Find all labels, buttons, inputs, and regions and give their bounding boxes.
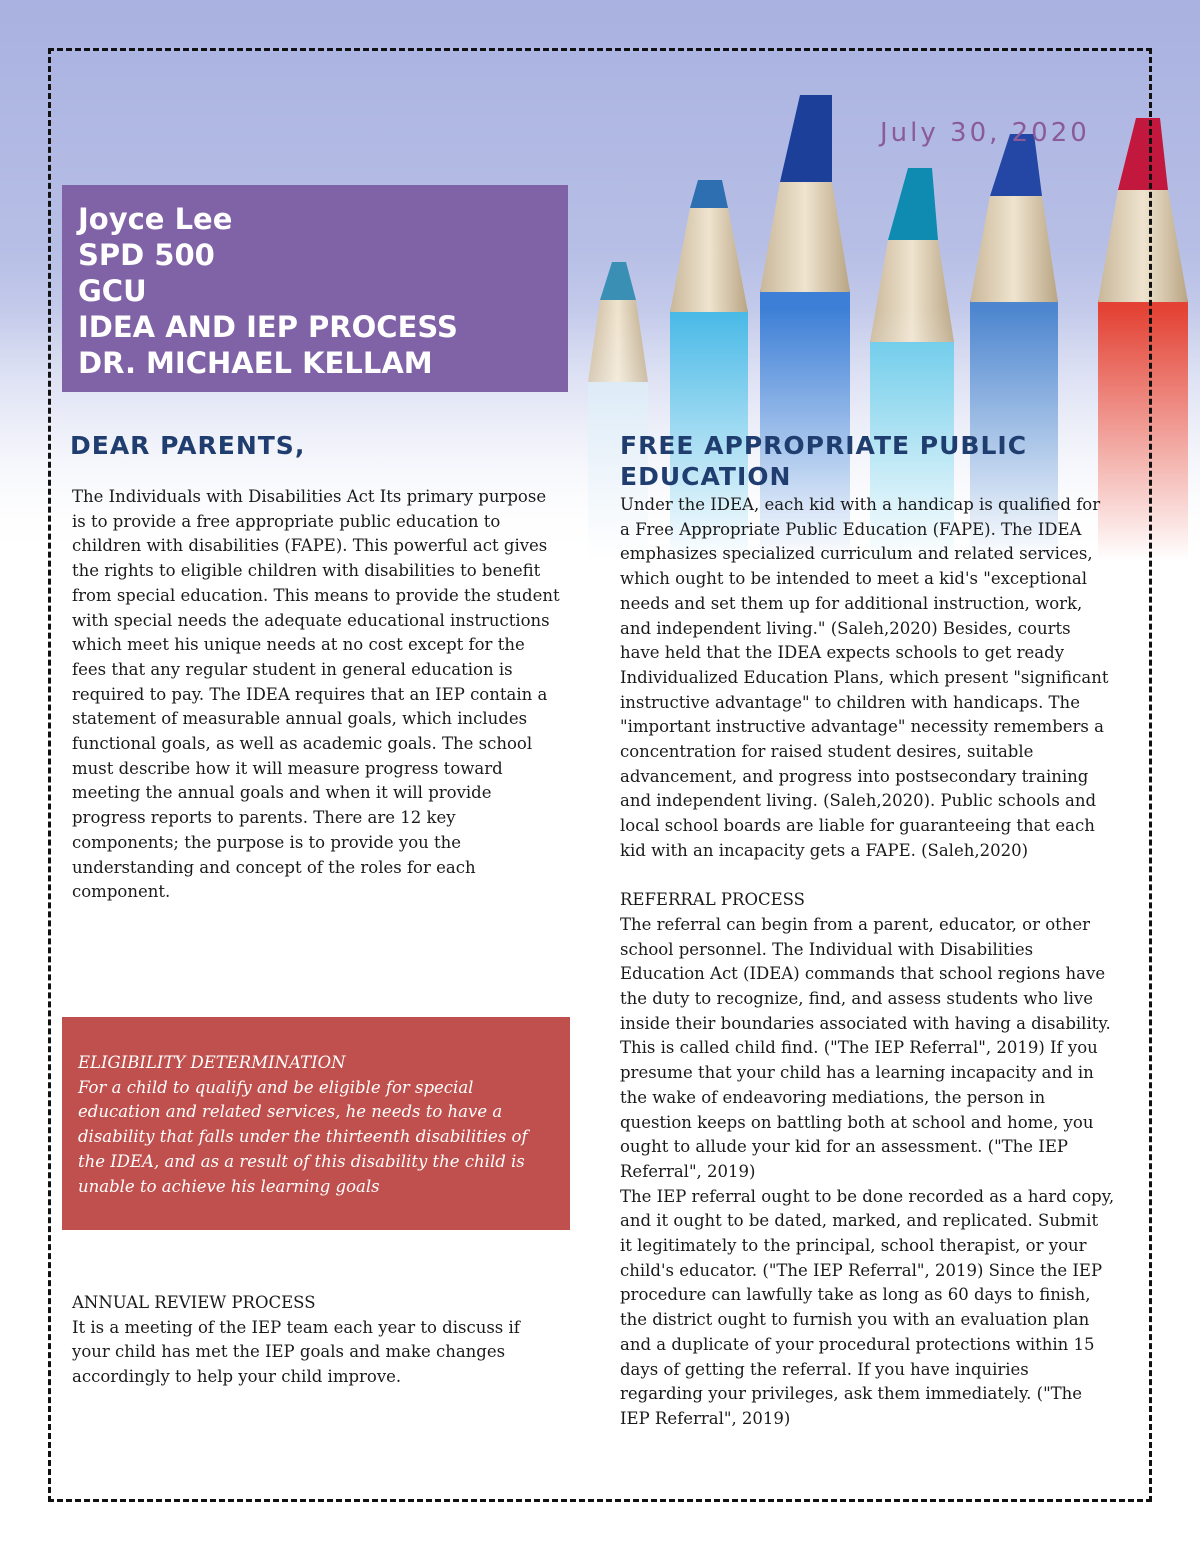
annual-review-section: [72, 1291, 562, 1390]
right-column: [620, 493, 1115, 1432]
author-name: Joyce Lee: [78, 202, 233, 236]
newsletter-date: July 30, 2020: [880, 118, 1090, 148]
course-code: SPD 500: [78, 238, 215, 272]
eligibility-heading: ELIGIBILITY DETERMINATION: [78, 1053, 346, 1072]
eligibility-paragraph: For a child to qualify and be eligible for special education and related services, he needs to have a disability that falls under the thirteenth disabilities of the IDEA, and as a result of this disability the child is unable to achieve his learning goals: [78, 1077, 528, 1196]
university: GCU: [78, 274, 147, 308]
topic-title: IDEA AND IEP PROCESS: [78, 310, 458, 344]
dear-parents-heading: DEAR PARENTS,: [70, 431, 306, 460]
referral-paragraph-2: The IEP referral ought to be done recorded as a hard copy, and it ought to be dated, marked, and replicated. Submit it legitimately to the principal, school therapist, or your child's educator. ("The IEP Referral", 2019) Since the IEP procedure can lawfully take as long as 60 days to finish, the district ought to furnish you with an evaluation plan and a duplicate of your procedural protections within 15 days of getting the referral. If you have inquiries regarding your privileges, ask them immediately. ("The IEP Referral", 2019): [620, 1186, 1115, 1428]
fape-paragraph: Under the IDEA, each kid with a handicap is qualified for a Free Appropriate Public Education (FAPE). The IDEA emphasizes specialized curriculum and related services, which ought to be intended to meet a kid's "exceptional needs and set them up for additional instruction, work, and independent living." (Saleh,2020) Besides, courts have held that the IDEA expects schools to get ready Individualized Education Plans, which present "significant instructive advantage" to children with handicaps. The "important instructive advantage" necessity remembers a concentration for raised student desires, suitable advancement, and progress into postsecondary training and independent living. (Saleh,2020). Public schools and local school boards are liable for guaranteeing that each kid with an incapacity gets a FAPE. (Saleh,2020): [620, 495, 1109, 860]
annual-review-heading: ANNUAL REVIEW PROCESS: [72, 1293, 316, 1312]
annual-review-paragraph: It is a meeting of the IEP team each year to discuss if your child has met the IEP goals and make changes accordingly to help your child improve.: [72, 1317, 520, 1387]
title-block: [62, 185, 568, 392]
intro-paragraph: The Individuals with Disabilities Act Its primary purpose is to provide a free appropriate public education to children with disabilities (FAPE). This powerful act gives the rights to eligible children with disabilities to benefit from special education. This means to provide the student with special needs the adequate educational instructions which meet his unique needs at no cost except for the fees that any regular student in general education is required to pay. The IDEA requires that an IEP contain a statement of measurable annual goals, which includes functional goals, as well as academic goals. The school must describe how it will measure progress toward meeting the annual goals and when it will provide progress reports to parents. There are 12 key components; the purpose is to provide you the understanding and concept of the roles for each component.: [72, 487, 560, 902]
instructor-name: DR. MICHAEL KELLAM: [78, 346, 433, 380]
eligibility-callout: [62, 1017, 570, 1230]
referral-heading: REFERRAL PROCESS: [620, 890, 805, 910]
intro-section: [72, 485, 562, 905]
referral-paragraph-1: The referral can begin from a parent, educator, or other school personnel. The Individual with Disabilities Education Act (IDEA) commands that school regions have the duty to recognize, find, and assess students who live inside their boundaries associated with having a disability. This is called child find. ("The IEP Referral", 2019) If you presume that your child has a learning incapacity and in the wake of endeavoring mediations, the person in question keeps on battling both at school and home, you ought to allude your kid for an assessment. ("The IEP Referral", 2019): [620, 914, 1111, 1181]
fape-heading: FREE APPROPRIATE PUBLIC EDUCATION: [620, 431, 1028, 491]
